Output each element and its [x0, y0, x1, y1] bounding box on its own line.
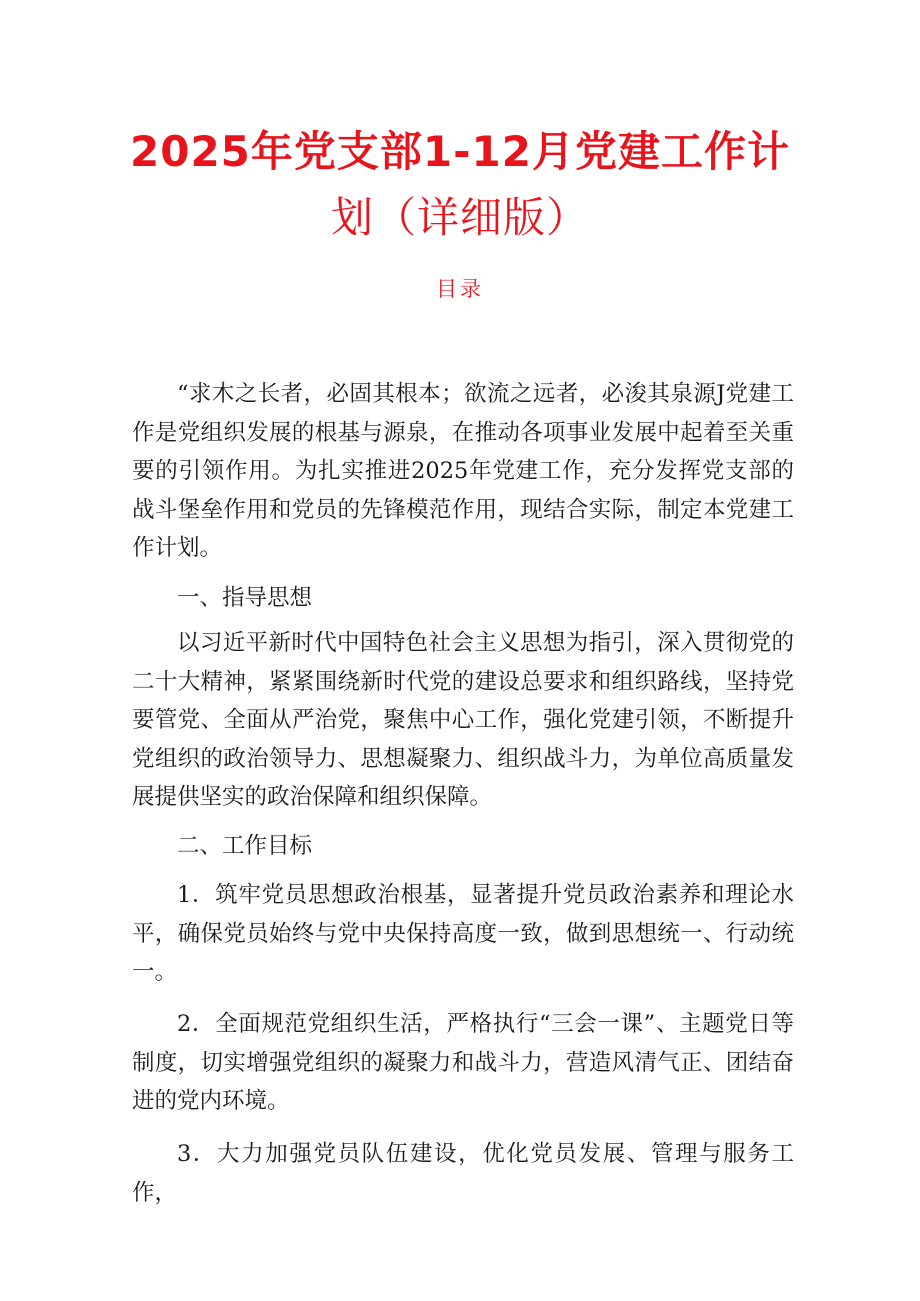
document-title-line-2: 划（详细版）	[330, 193, 589, 242]
intro-paragraph: “求木之长者，必固其根本；欲流之远者，必浚其泉源J党建工作是党组织发展的根基与源泉，在推动各项事业发展中起着至关重要的引领作用。为扎实推进2025年党建工作，充分发挥党支部的战斗堡垒作用和党员的先锋模范作用，现结合实际，制定本党建工作计划。	[132, 381, 794, 561]
work-goal-item-1: 1．筑牢党员思想政治根基，显著提升党员政治素养和理论水平，确保党员始终与党中央保持高度一致，做到思想统一、行动统一。	[132, 882, 794, 985]
section-heading-work-goals: 二、工作目标	[177, 833, 313, 859]
table-of-contents-label[interactable]: 目录	[436, 277, 484, 301]
work-goal-item-3: 3．大力加强党员队伍建设，优化党员发展、管理与服务工作，	[132, 1141, 794, 1206]
section-heading-guiding-ideology: 一、指导思想	[177, 585, 313, 611]
document-title-line-1: 2025年党支部1-12月党建工作计	[130, 127, 790, 176]
work-goal-item-2: 2．全面规范党组织生活，严格执行“三会一课”、主题党日等制度，切实增强党组织的凝聚力和战斗力，营造风清气正、团结奋进的党内环境。	[132, 1011, 794, 1114]
guiding-ideology-paragraph: 以习近平新时代中国特色社会主义思想为指引，深入贯彻党的二十大精神，紧紧围绕新时代党的建设总要求和组织路线，坚持党要管党、全面从严治党，聚焦中心工作，强化党建引领，不断提升党组织的政治领导力、思想凝聚力、组织战斗力，为单位高质量发展提供坚实的政治保障和组织保障。	[132, 630, 794, 810]
